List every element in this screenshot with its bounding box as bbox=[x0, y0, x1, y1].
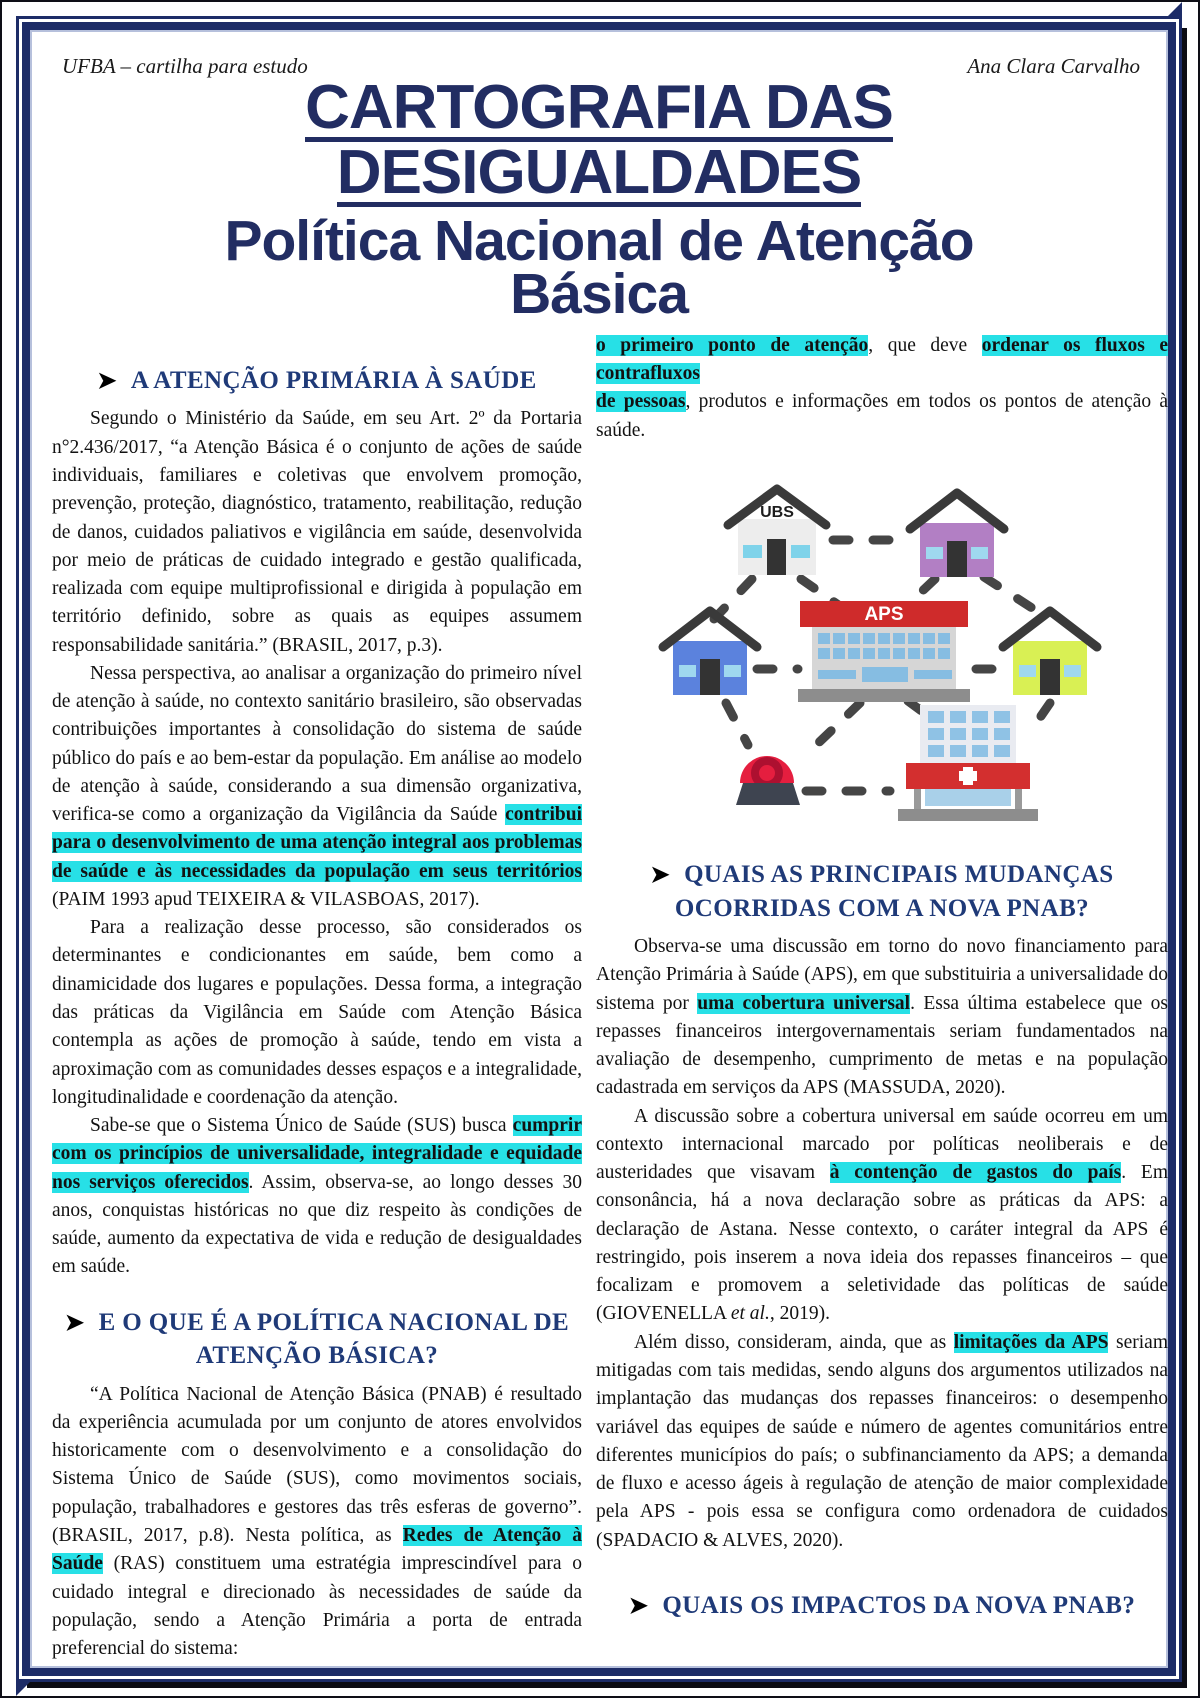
ubs-label: UBS bbox=[760, 504, 794, 521]
section-heading-text: E O QUE É A POLÍTICA NACIONAL DE ATENÇÃO BÁSICA? bbox=[98, 1308, 570, 1370]
title-block bbox=[48, 73, 1150, 326]
arrow-bullet-icon: ➤ bbox=[64, 1309, 85, 1335]
door bbox=[1040, 659, 1060, 695]
subtitle-line-2: Básica bbox=[510, 261, 688, 326]
subtitle-line-1: Política Nacional de Atenção bbox=[224, 209, 974, 274]
aps-base bbox=[798, 689, 970, 702]
window bbox=[679, 665, 696, 677]
section-heading-text: A ATENÇÃO PRIMÁRIA À SAÚDE bbox=[130, 366, 537, 394]
section-heading-text: QUAIS AS PRINCIPAIS MUDANÇAS OCORRIDAS COM A NOVA PNAB? bbox=[674, 861, 1114, 922]
aps-building bbox=[798, 601, 970, 702]
emergency-siren bbox=[736, 756, 800, 805]
main-title-line-2: DESIGUALDADES bbox=[336, 138, 862, 208]
section-heading-atencao-primaria bbox=[52, 364, 582, 398]
header-left-text: UFBA – cartilha para estudo bbox=[62, 54, 308, 78]
paragraph: Segundo o Ministério da Saúde, em seu Art. 2º da Portaria n°2.436/2017, “a Atenção Básica é o conjunto de ações de saúde individuais, familiares e coletivas que envolvem promoção, prevenção, proteção, diagnóstico, tratamento, reabilitação, redução de danos, cuidados paliativos e vigilância em saúde, desenvolvida por meio de práticas de cuidado integrado e gestão qualificada, realizada com equipe multiprofissional e dirigida à população em território definido, sobre as quais as equipes assumem responsabilidade sanitária.” (BRASIL, 2017, p.3). bbox=[52, 408, 582, 656]
section-heading-text: QUAIS OS IMPACTOS DA NOVA PNAB? bbox=[662, 1591, 1136, 1619]
page-content bbox=[30, 30, 1168, 1668]
dashed-connection bbox=[810, 703, 860, 751]
page-border-frame bbox=[16, 16, 1182, 1682]
page-border-frame-inner bbox=[22, 22, 1176, 1676]
dashed-connection bbox=[984, 577, 1046, 617]
window bbox=[1019, 665, 1036, 677]
main-title bbox=[48, 73, 1150, 208]
paragraph: Para a realização desse processo, são considerados os determinantes e condicionantes em saúde, bem como a dinamicidade dos lugares e populações. Dessa forma, a integração das práticas da Vigilância em Saúde com Atenção Básica contempla as ações de promoção à saúde, tendo em vista a aproximação com as comunidades desses espaços e a integralidade, longitudinalidade e coordenação da atenção. bbox=[52, 917, 582, 1108]
window bbox=[971, 547, 988, 559]
two-column-layout bbox=[48, 332, 1168, 1663]
aps-label: APS bbox=[864, 604, 904, 625]
section-heading-mudancas bbox=[596, 858, 1168, 925]
dashed-connection bbox=[1028, 703, 1050, 735]
main-title-line-1: CARTOGRAFIA DAS bbox=[305, 73, 893, 142]
left-column bbox=[52, 332, 582, 1663]
illustration-container bbox=[596, 483, 1168, 828]
health-network-illustration bbox=[652, 483, 1112, 823]
paragraph: o primeiro ponto de atenção, que deve ordenar os fluxos e contrafluxos de pessoas, produtos e informações em todos os pontos de atenção à saúde. bbox=[596, 334, 1168, 441]
arrow-bullet-icon: ➤ bbox=[650, 862, 671, 887]
paragraph: Observa-se uma discussão em torno do novo financiamento para Atenção Primária à Saúde (APS), em que substituiria a universalidade do sistema por uma cobertura universal. Essa última estabelece que os repasses financeiros intergovernamentais seriam fundamentados na avaliação de desempenho, cumprimento de metas e na população cadastrada em serviços da APS (MASSUDA, 2020). bbox=[596, 936, 1168, 1099]
subtitle bbox=[48, 209, 1150, 326]
paragraph: Sabe-se que o Sistema Único de Saúde (SUS) busca cumprir com os princípios de universalidade, integralidade e equidade nos serviços oferecidos. Assim, observa-se, ao longo desses 30 anos, conquistas históricas no que diz respeito às condições de saúde, aumento da expectativa de vida e redução de desigualdades em saúde. bbox=[52, 1115, 582, 1278]
frame-corner-decoration-top-right bbox=[1165, 2, 1182, 19]
dashed-connection bbox=[726, 703, 748, 745]
arrow-bullet-icon: ➤ bbox=[628, 1592, 649, 1618]
window bbox=[1064, 665, 1081, 677]
header-right-text: Ana Clara Carvalho bbox=[967, 54, 1140, 78]
right-column bbox=[596, 332, 1168, 1663]
blue-house bbox=[663, 611, 757, 695]
paragraph: “A Política Nacional de Atenção Básica (PNAB) é resultado da experiência acumulada por um conjunto de atores envolvidos historicamente com o desenvolvimento e a consolidação do Sistema Único de Saúde (SUS), como movimentos sociais, população, trabalhadores e gestores das três esferas de governo”. (BRASIL, 2017, p.8). Nesta política, as Redes de Atenção à Saúde (RAS) constituem uma estratégia imprescindível para o cuidado integral e direcionado às necessidades de saúde da população, sendo a Atenção Primária a porta de entrada preferencial do sistema: bbox=[52, 1383, 582, 1660]
frame-corner-decoration-bottom-left bbox=[16, 1679, 33, 1696]
section-heading-impactos bbox=[596, 1589, 1168, 1623]
door bbox=[700, 659, 720, 695]
hospital-building bbox=[898, 705, 1038, 821]
paragraph: A discussão sobre a cobertura universal em saúde ocorreu em um contexto internacional marcado por políticas neoliberais e de austeridades que visavam à contenção de gastos do país. Em consonância, há a nova declaração sobre as práticas da APS: a declaração de Astana. Nesse contexto, o caráter integral da APS é restringido, pois inserem a nova ideia dos repasses financeiros – que focalizam e promovem a seletividade das políticas de saúde (GIOVENELLA et al., 2019). bbox=[596, 1105, 1168, 1325]
window bbox=[743, 545, 762, 558]
door bbox=[767, 539, 786, 575]
lime-house bbox=[1003, 611, 1097, 695]
window bbox=[791, 545, 810, 558]
section-heading-pnab bbox=[52, 1306, 582, 1373]
window bbox=[926, 547, 943, 559]
window bbox=[724, 665, 741, 677]
hospital-base bbox=[898, 809, 1038, 821]
arrow-bullet-icon: ➤ bbox=[97, 367, 117, 393]
purple-house bbox=[910, 493, 1004, 577]
paragraph: Nessa perspectiva, ao analisar a organização do primeiro nível de atenção à saúde, no contexto sanitário brasileiro, são observadas contribuições importantes à consolidação do sistema de saúde público do país e ao bem-estar da população. Em análise ao modelo de atenção à saúde, considerando a sua dimensão organizativa, verifica-se como a organização da Vigilância da Saúde contribui para o desenvolvimento de uma atenção integral aos problemas de saúde e às necessidades da população em seus territórios (PAIM 1993 apud TEIXEIRA & VILASBOAS, 2017). bbox=[52, 662, 582, 910]
paragraph: Além disso, consideram, ainda, que as limitações da APS seriam mitigadas com tais medidas, sendo alguns dos argumentos utilizados na implantação das mudanças dos repasses financeiros: o desempenho variável das equipes de saúde e número de agentes comunitários entre diferentes municípios do país; o subfinanciamento da APS; a demanda de fluxo e acesso ágeis à regulação de atenção de maior complexidade pela APS - pois essa se configura como ordenadora de cuidados (SPADACIO & ALVES, 2020). bbox=[596, 1331, 1168, 1551]
door bbox=[947, 541, 967, 577]
ubs-building bbox=[728, 489, 826, 575]
